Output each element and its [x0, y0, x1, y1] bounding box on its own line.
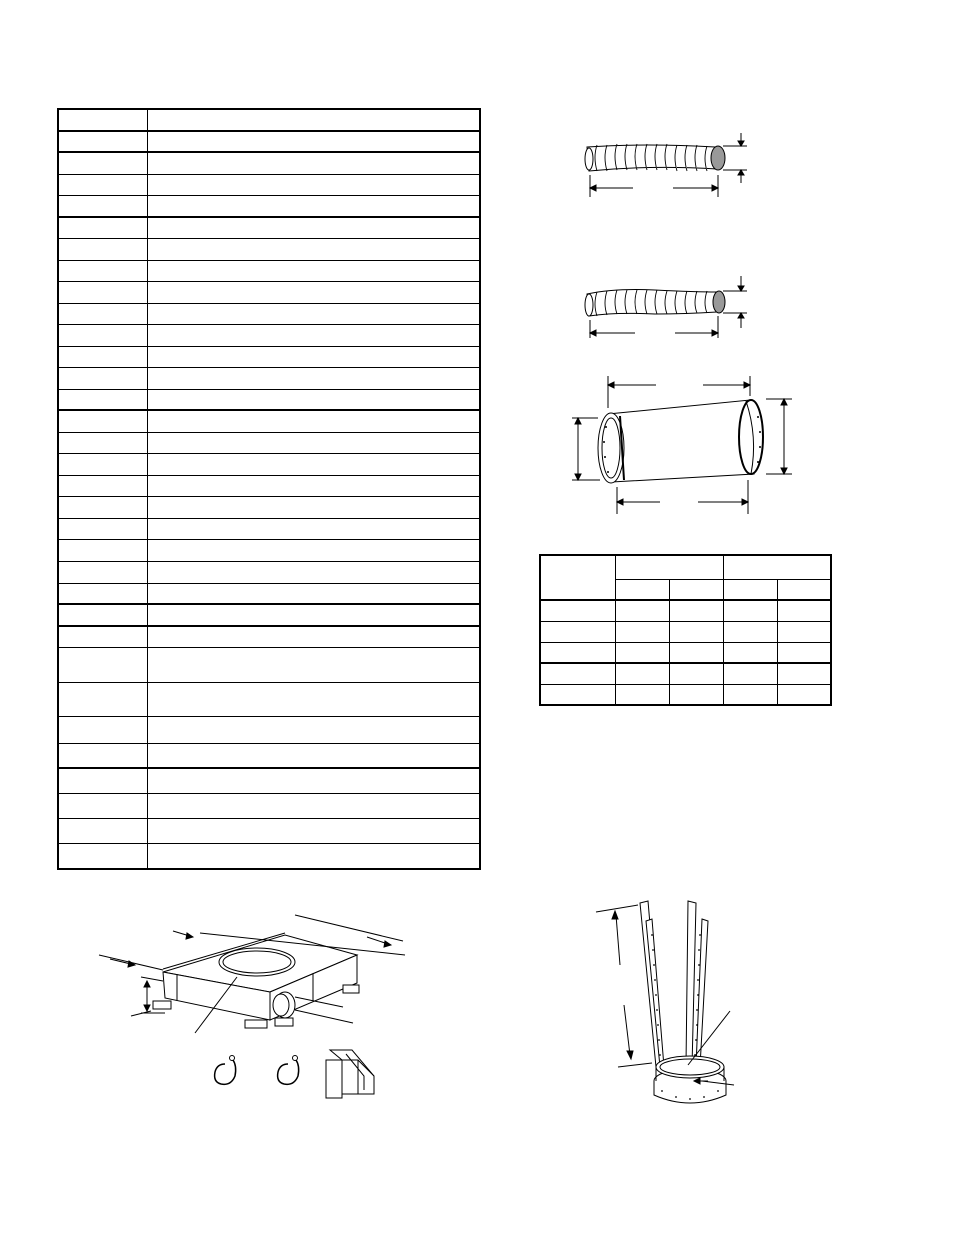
dim-cell: [540, 642, 615, 663]
dim-table-row: [540, 642, 831, 663]
part-description-cell: [147, 131, 480, 152]
part-number-cell: [58, 768, 147, 793]
part-number-cell: [58, 238, 147, 260]
part-number-cell: [58, 152, 147, 174]
dim-cell: [723, 642, 777, 663]
parts-header-cell: [147, 109, 480, 131]
rigid-pipe-figure: [568, 372, 808, 517]
parts-table-row: [58, 346, 480, 367]
dim-header-cell: [723, 555, 831, 579]
part-description-cell: [147, 518, 480, 539]
parts-table-row: [58, 793, 480, 818]
dim-header-row: [540, 555, 831, 579]
wire-coil-icon: [207, 1052, 243, 1090]
parts-table-row: [58, 152, 480, 174]
part-number-cell: [58, 389, 147, 410]
dim-cell: [615, 684, 669, 705]
part-number-cell: [58, 716, 147, 743]
dim-cell: [723, 684, 777, 705]
part-number-cell: [58, 131, 147, 152]
parts-table-row: [58, 496, 480, 518]
part-description-cell: [147, 346, 480, 367]
dim-cell: [669, 663, 723, 684]
parts-table-row: [58, 561, 480, 583]
dim-cell: [615, 663, 669, 684]
dim-table-row: [540, 684, 831, 705]
parts-table-row: [58, 174, 480, 195]
parts-table-row: [58, 281, 480, 303]
parts-list-table: [57, 108, 481, 870]
part-number-cell: [58, 432, 147, 453]
dim-cell: [540, 621, 615, 642]
dim-cell: [777, 684, 831, 705]
parts-table-row: [58, 260, 480, 281]
part-number-cell: [58, 303, 147, 324]
part-number-cell: [58, 843, 147, 869]
part-description-cell: [147, 367, 480, 389]
dim-cell: [669, 621, 723, 642]
wire-coil-icon: [270, 1052, 306, 1090]
dim-cell: [615, 642, 669, 663]
part-number-cell: [58, 682, 147, 716]
dim-cell: [615, 600, 669, 621]
part-description-cell: [147, 561, 480, 583]
part-description-cell: [147, 453, 480, 475]
dim-subheader-cell: [777, 579, 831, 600]
parts-table-header: [58, 109, 480, 131]
parts-table-row: [58, 682, 480, 716]
part-description-cell: [147, 475, 480, 496]
part-number-cell: [58, 346, 147, 367]
parts-table-row: [58, 324, 480, 346]
part-number-cell: [58, 743, 147, 768]
part-description-cell: [147, 604, 480, 626]
part-number-cell: [58, 195, 147, 217]
part-description-cell: [147, 647, 480, 682]
part-description-cell: [147, 389, 480, 410]
dim-cell: [615, 621, 669, 642]
parts-table-row: [58, 518, 480, 539]
parts-table-row: [58, 410, 480, 432]
part-description-cell: [147, 539, 480, 561]
part-number-cell: [58, 410, 147, 432]
part-number-cell: [58, 453, 147, 475]
parts-table-row: [58, 217, 480, 238]
dimension-table: [539, 554, 832, 706]
dim-cell: [777, 600, 831, 621]
dim-cell: [540, 663, 615, 684]
dim-cell: [669, 684, 723, 705]
support-strap-figure: [590, 895, 750, 1110]
dim-table-row: [540, 600, 831, 621]
parts-header-cell: [58, 109, 147, 131]
part-number-cell: [58, 583, 147, 604]
vent-hood-icon: [320, 1046, 380, 1101]
dim-cell: [723, 663, 777, 684]
parts-table-row: [58, 768, 480, 793]
dim-cell: [540, 684, 615, 705]
part-description-cell: [147, 152, 480, 174]
parts-table-row: [58, 743, 480, 768]
dim-cell: [669, 642, 723, 663]
dim-subheader-cell: [615, 579, 669, 600]
parts-table-row: [58, 131, 480, 152]
part-description-cell: [147, 626, 480, 647]
dim-table-body: [540, 600, 831, 705]
part-description-cell: [147, 843, 480, 869]
part-number-cell: [58, 626, 147, 647]
part-number-cell: [58, 647, 147, 682]
parts-table-row: [58, 583, 480, 604]
part-description-cell: [147, 238, 480, 260]
dim-cell: [540, 600, 615, 621]
part-description-cell: [147, 583, 480, 604]
flex-pipe-figure: [575, 125, 755, 200]
parts-table-row: [58, 604, 480, 626]
part-number-cell: [58, 217, 147, 238]
part-description-cell: [147, 260, 480, 281]
parts-table-row: [58, 389, 480, 410]
part-description-cell: [147, 716, 480, 743]
part-description-cell: [147, 768, 480, 793]
dim-cell: [777, 621, 831, 642]
parts-table-row: [58, 195, 480, 217]
part-description-cell: [147, 174, 480, 195]
part-number-cell: [58, 539, 147, 561]
dim-subheader-cell: [723, 579, 777, 600]
dim-table-row: [540, 663, 831, 684]
parts-table-row: [58, 238, 480, 260]
part-number-cell: [58, 496, 147, 518]
part-number-cell: [58, 475, 147, 496]
parts-table-row: [58, 716, 480, 743]
parts-table-row: [58, 303, 480, 324]
dim-header-cell: [615, 555, 723, 579]
part-description-cell: [147, 818, 480, 843]
part-number-cell: [58, 561, 147, 583]
part-description-cell: [147, 217, 480, 238]
part-description-cell: [147, 324, 480, 346]
part-number-cell: [58, 174, 147, 195]
part-number-cell: [58, 281, 147, 303]
part-description-cell: [147, 303, 480, 324]
part-number-cell: [58, 260, 147, 281]
flex-pipe-figure: [575, 270, 755, 345]
parts-table-row: [58, 432, 480, 453]
part-description-cell: [147, 793, 480, 818]
dim-table-row: [540, 621, 831, 642]
parts-table-body: [58, 131, 480, 869]
part-number-cell: [58, 324, 147, 346]
part-number-cell: [58, 518, 147, 539]
part-description-cell: [147, 410, 480, 432]
dim-cell: [777, 642, 831, 663]
parts-table-row: [58, 843, 480, 869]
dim-header-cell: [540, 555, 615, 600]
part-description-cell: [147, 743, 480, 768]
parts-table-row: [58, 453, 480, 475]
parts-table-row: [58, 818, 480, 843]
part-number-cell: [58, 818, 147, 843]
dim-subheader-cell: [669, 579, 723, 600]
part-description-cell: [147, 496, 480, 518]
part-description-cell: [147, 281, 480, 303]
part-number-cell: [58, 604, 147, 626]
part-number-cell: [58, 367, 147, 389]
dim-cell: [723, 600, 777, 621]
parts-table-row: [58, 475, 480, 496]
part-description-cell: [147, 682, 480, 716]
part-description-cell: [147, 432, 480, 453]
parts-table-row: [58, 367, 480, 389]
parts-table-row: [58, 626, 480, 647]
dim-cell: [777, 663, 831, 684]
parts-table-row: [58, 647, 480, 682]
part-description-cell: [147, 195, 480, 217]
dim-cell: [669, 600, 723, 621]
dim-cell: [723, 621, 777, 642]
part-number-cell: [58, 793, 147, 818]
parts-table-row: [58, 539, 480, 561]
